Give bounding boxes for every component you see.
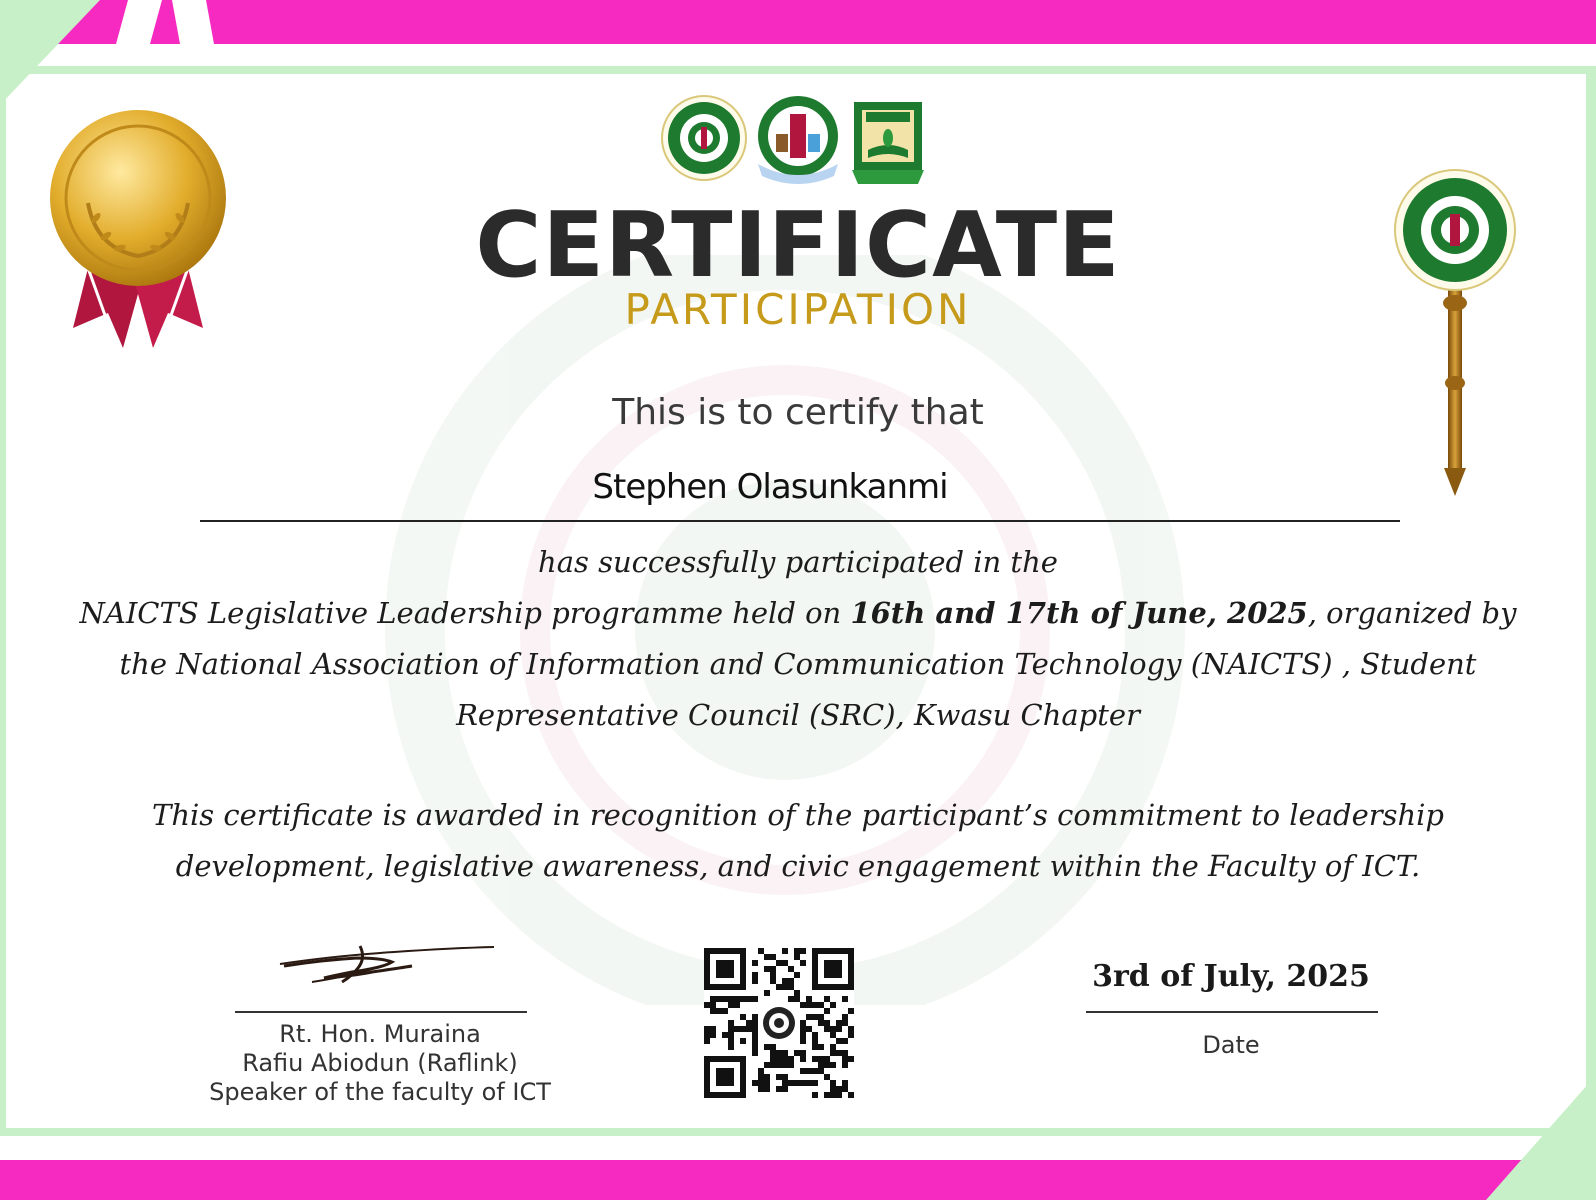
naicts-logo-icon xyxy=(752,94,844,184)
signature-icon xyxy=(272,942,504,988)
programme-dates: 16th and 17th of June, 2025 xyxy=(850,596,1308,630)
top-left-corner-decoration xyxy=(0,0,240,110)
signer-name-line-1: Rt. Hon. Muraina xyxy=(279,1020,481,1048)
paragraph-line-intro: has successfully participated in the xyxy=(538,545,1058,579)
participation-paragraph xyxy=(60,537,1536,741)
paragraph-programme: NAICTS Legislative Leadership programme held on xyxy=(79,596,851,630)
signer-block xyxy=(170,1020,590,1107)
signature-line xyxy=(235,1011,527,1013)
bottom-pink-band xyxy=(0,1160,1596,1200)
paragraph-organizers: , organized by the National Association of Information and Communication Technology (NAICTS) , Student Representative Council (SRC), Kwasu Chapter xyxy=(119,596,1517,732)
recipient-name: Stephen Olasunkanmi xyxy=(592,467,948,507)
issue-date: 3rd of July, 2025 xyxy=(1092,959,1370,994)
recognition-paragraph: This certificate is awarded in recognition of the participant’s commitment to leadership development, legislative awareness, and civic engagement within the Faculty of ICT. xyxy=(151,798,1444,883)
name-underline xyxy=(200,520,1400,522)
qr-code-icon[interactable] xyxy=(704,948,854,1098)
certificate-title: CERTIFICATE xyxy=(475,193,1121,298)
signer-name-line-2: Rafiu Abiodun (Raflink) xyxy=(242,1049,518,1077)
date-label: Date xyxy=(1202,1031,1260,1059)
bottom-right-corner-decoration xyxy=(1486,1060,1596,1200)
senate-logo-icon xyxy=(660,94,748,184)
kwasu-logo-icon xyxy=(850,100,926,186)
date-line xyxy=(1086,1011,1378,1013)
bottom-green-stripe xyxy=(0,1128,1596,1136)
signer-title: Speaker of the faculty of ICT xyxy=(209,1078,551,1106)
certify-statement: This is to certify that xyxy=(612,392,984,433)
certificate-subtitle: PARTICIPATION xyxy=(624,285,972,334)
